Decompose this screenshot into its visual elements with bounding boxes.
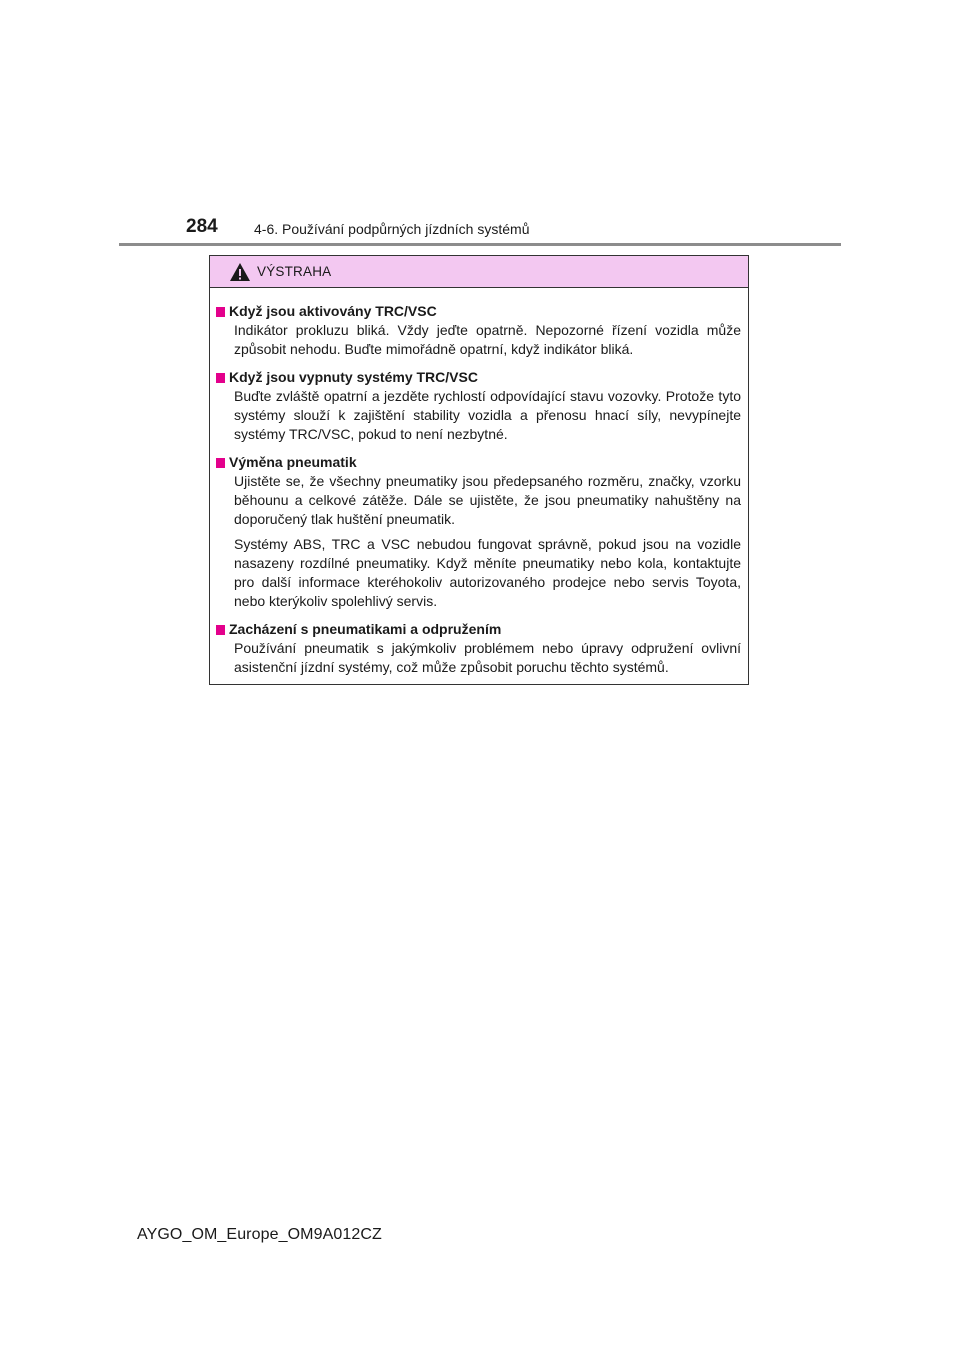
bullet-square-icon bbox=[216, 373, 225, 383]
bullet-square-icon bbox=[216, 625, 225, 635]
warning-item bbox=[216, 368, 741, 444]
warning-body bbox=[210, 288, 748, 677]
item-paragraph: Buďte zvláště opatrní a jezděte rychlostí odpovídající stavu vozovky. Protože tyto systémy slouží k zajištění stability vozidla a přenosu hnací síly, nevypínejte systémy TRC/VSC, pokud to není nezbytné. bbox=[234, 388, 741, 442]
warning-title: VÝSTRAHA bbox=[257, 264, 332, 279]
page-number: 284 bbox=[186, 216, 218, 237]
item-heading bbox=[216, 302, 741, 321]
item-paragraph: Indikátor prokluzu bliká. Vždy jeďte opatrně. Nepozorné řízení vozidla může způsobit nehodu. Buďte mimořádně opatrní, když indikátor bliká. bbox=[234, 322, 741, 357]
item-heading bbox=[216, 453, 741, 472]
warning-triangle-icon bbox=[229, 262, 251, 282]
item-heading bbox=[216, 620, 741, 639]
section-title: 4-6. Používání podpůrných jízdních systémů bbox=[254, 221, 530, 237]
item-paragraph: Ujistěte se, že všechny pneumatiky jsou předepsaného rozměru, značky, vzorku běhounu a celkové zátěže. Dále se ujistěte, že jsou pneumatiky nahuštěny na doporučený tlak huštění pneumatik. bbox=[234, 473, 741, 527]
item-paragraph: Systémy ABS, TRC a VSC nebudou fungovat správně, pokud jsou na vozidle nasazeny rozdílné pneumatiky. Když měníte pneumatiky nebo kola, kontaktujte pro další informace kteréhokoliv autorizovaného prodejce nebo servis Toyota, nebo kterýkoliv spolehlivý servis. bbox=[234, 536, 741, 609]
bullet-square-icon bbox=[216, 458, 225, 468]
warning-box bbox=[209, 255, 749, 685]
item-paragraph: Používání pneumatik s jakýmkoliv problémem nebo úpravy odpružení ovlivní asistenční jízdní systémy, což může způsobit poruchu těchto systémů. bbox=[234, 640, 741, 675]
warning-item bbox=[216, 453, 741, 611]
item-heading-text: Když jsou vypnuty systémy TRC/VSC bbox=[229, 369, 478, 385]
warning-item bbox=[216, 302, 741, 359]
document-id-footer: AYGO_OM_Europe_OM9A012CZ bbox=[137, 1226, 382, 1243]
item-heading bbox=[216, 368, 741, 387]
item-heading-text: Když jsou aktivovány TRC/VSC bbox=[229, 303, 437, 319]
item-heading-text: Výměna pneumatik bbox=[229, 454, 357, 470]
header-divider bbox=[119, 243, 841, 246]
warning-item bbox=[216, 620, 741, 677]
bullet-square-icon bbox=[216, 307, 225, 317]
item-heading-text: Zacházení s pneumatikami a odpružením bbox=[229, 621, 502, 637]
warning-header bbox=[210, 256, 748, 288]
